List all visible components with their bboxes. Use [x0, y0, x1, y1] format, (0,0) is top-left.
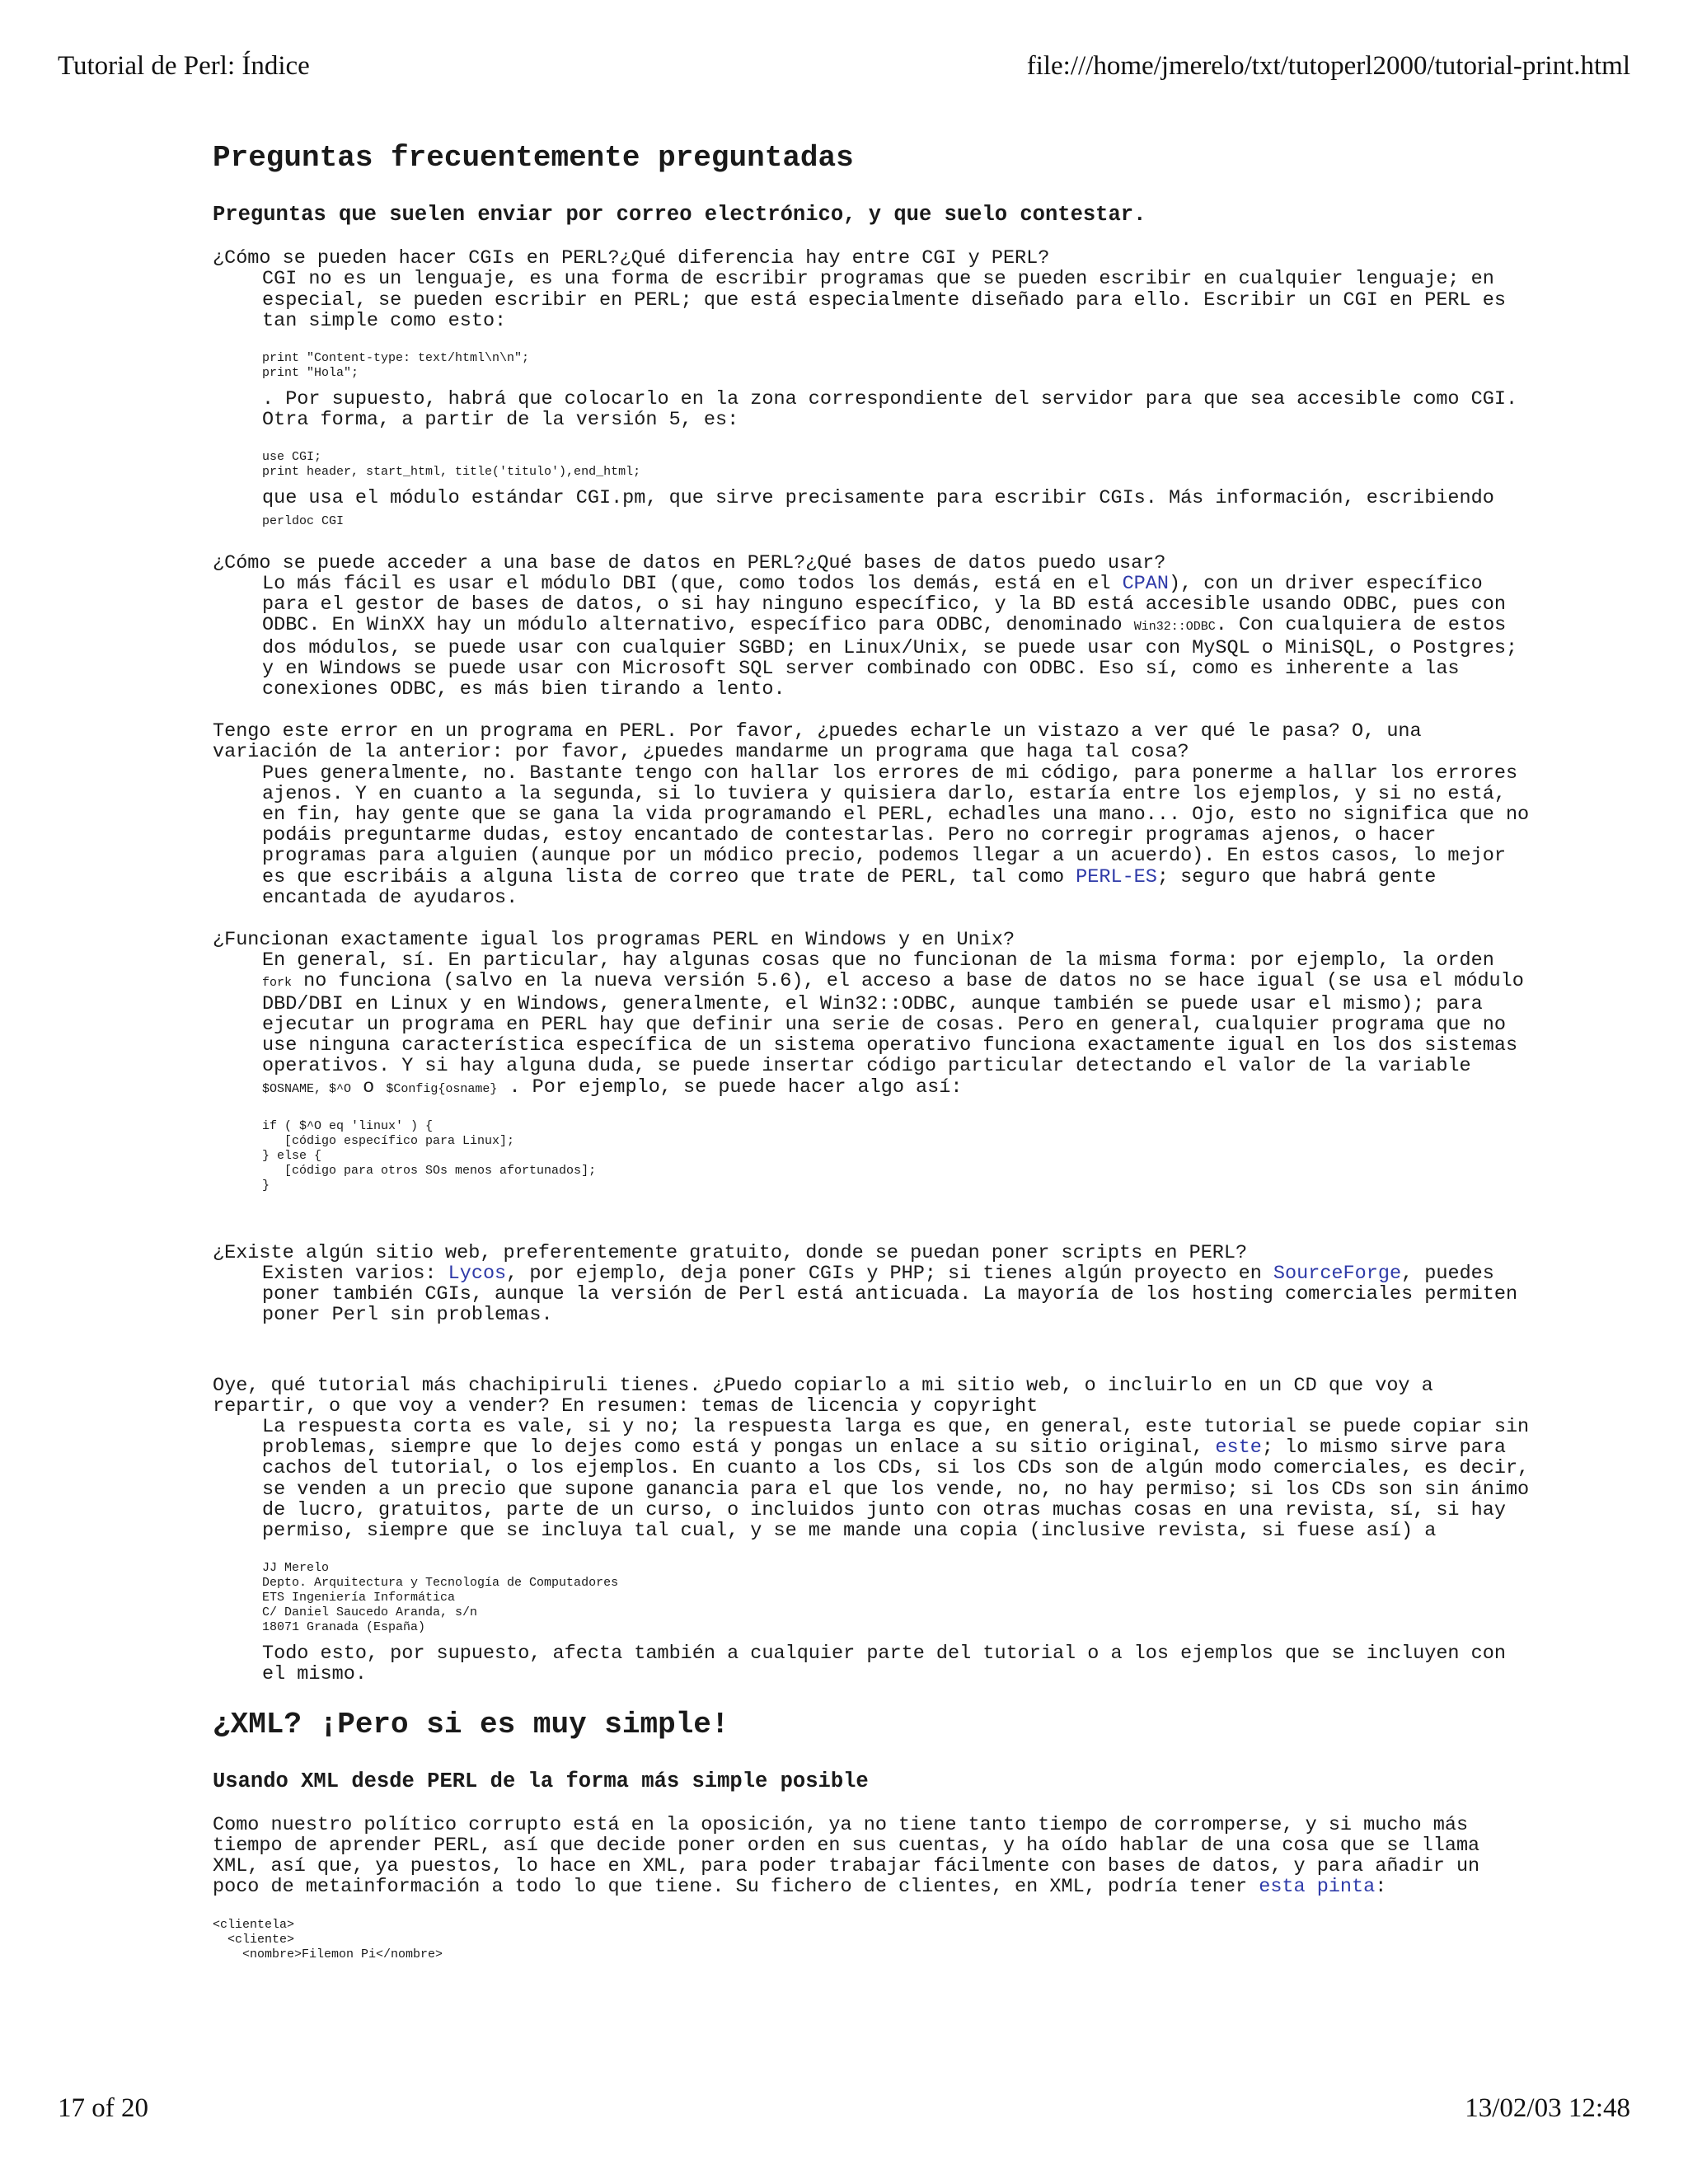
original-site-link[interactable]: este	[1215, 1436, 1262, 1460]
code-block: print "Content-type: text/html\n\n"; print "Hola";	[262, 351, 530, 381]
faq-title: Preguntas frecuentemente preguntadas	[213, 141, 854, 175]
inline-code: $OSNAME, $^O	[262, 1081, 352, 1096]
faq-answer	[262, 269, 1531, 531]
faq-question: ¿Cómo se pueden hacer CGIs en PERL?¿Qué diferencia hay entre CGI y PERL?	[213, 247, 1050, 270]
cpan-link[interactable]: CPAN	[1122, 573, 1169, 596]
code-block: use CGI; print header, start_html, title('titulo'),end_html;	[262, 450, 641, 480]
faq-item-database	[213, 553, 1531, 700]
faq-question: ¿Funcionan exactamente igual los programas PERL en Windows y en Unix?	[213, 929, 1015, 952]
faq-question: ¿Cómo se puede acceder a una base de datos en PERL?¿Qué bases de datos puedo usar?	[213, 551, 1166, 574]
faq-item-errors	[213, 721, 1531, 908]
faq-list	[213, 248, 1531, 1685]
print-datetime: 13/02/03 12:48	[1465, 2093, 1630, 2123]
faq-item-hosting	[213, 1243, 1531, 1326]
xml-intro: Como nuestro político corrupto está en la oposición, ya no tiene tanto tiempo de corromperse, y si mucho más tiempo de aprender PERL, así que decide poner orden en sus cuentas, y ha oído hablar de una cosa que se llama XML, así que, ya puestos, lo hace en XML, para poder trabajar fácilmente con bases de datos, y para añadir un poco de metainformación a todo lo que tiene. Su fichero de clientes, en XML, podría tener esta pinta:	[213, 1813, 1480, 1899]
answer-text: La respuesta corta es vale, si y no; la respuesta larga es que, en general, este tutorial se puede copiar sin problemas, siempre que lo dejes como está y pongas un enlace a su sitio original, este; lo mismo sirve para cachos del tutorial, o los ejemplos. En cuanto a los CDs, si los CDs son de algún modo comerciales, es decir, se venden a un precio que supone ganancia para el que los vende, no, no hay permiso; si los CDs son sin ánimo de lucro, gratuitos, parte de un curso, o incluidos junto con otras muchas cosas en una revista, sí, si hay permiso, siempre que se incluya tal cual, y se me mande una copia (inclusive revista, si fuese así) a	[262, 1415, 1530, 1542]
faq-answer	[262, 763, 1531, 908]
faq-item-cgi	[213, 248, 1531, 532]
xml-title: ¿XML? ¡Pero si es muy simple!	[213, 1707, 729, 1741]
faq-question: Oye, qué tutorial más chachipiruli tienes. ¿Puedo copiarlo a mi sitio web, o incluirlo en un CD que voy a repartir, o que voy a vender? En resumen: temas de licencia y copyright	[213, 1374, 1433, 1418]
faq-question: ¿Existe algún sitio web, preferentemente gratuito, donde se puedan poner scripts en PERL?	[213, 1241, 1248, 1264]
code-block: if ( $^O eq 'linux' ) { [código específico para Linux]; } else { [código para otros SOs menos afortunados]; }	[262, 1118, 597, 1193]
answer-text: Todo esto, por supuesto, afecta también a cualquier parte del tutorial o a los ejemplos que se incluyen con el mismo.	[262, 1643, 1506, 1686]
answer-text: Pues generalmente, no. Bastante tengo con hallar los errores de mi código, para ponerme a hallar los errores ajenos. Y en cuanto a la segunda, si lo tuviera y quisiera darlo, estaría entre los ejemplos, y si no está, en fin, hay gente que se gana la vida programando el PERL, echadles una mano... Ojo, esto no significa que no podáis preguntarme dudas, estoy encantado de contestarlas. Pero no corregir programas ajenos, o hacer programas para alguien (aunque por un módico precio, podemos llegar a un acuerdo). En estos casos, lo mejor es que escribáis a alguna lista de correo que trate de PERL, tal como PERL-ES; seguro que habrá gente encantada de ayudaros.	[262, 762, 1530, 909]
address-block: JJ Merelo Depto. Arquitectura y Tecnología de Computadores ETS Ingeniería Informática C/ Daniel Saucedo Aranda, s/n 18071 Granada (España)	[262, 1561, 619, 1635]
page-number: 17 of 20	[58, 2093, 148, 2123]
faq-answer	[262, 950, 1531, 1193]
lycos-link[interactable]: Lycos	[448, 1262, 507, 1285]
perl-es-link[interactable]: PERL-ES	[1076, 865, 1157, 888]
faq-answer	[262, 574, 1531, 700]
answer-text: En general, sí. En particular, hay algunas cosas que no funcionan de la misma forma: por ejemplo, la orden fork no funciona (salvo en la nueva versión 5.6), el acceso a base de datos no se hace igual (se usa el módulo DBD/DBI en Linux y en Windows, generalmente, el Win32::ODBC, aunque también se puede usar el mismo); para ejecutar un programa en PERL hay que definir una serie de cosas. Pero en general, cualquier programa que no use ninguna característica específica de un sistema operativo funciona exactamente igual en los dos sistemas operativos. Y si hay alguna duda, se puede insertar código particular detectando el valor de la variable $OSNAME, $^O o $Config{osname} . Por ejemplo, se puede hacer algo así:	[262, 949, 1524, 1099]
faq-answer	[262, 1263, 1531, 1326]
faq-subtitle: Preguntas que suelen enviar por correo electrónico, y que suelo contestar.	[213, 203, 1146, 227]
inline-code: $Config{osname}	[386, 1081, 498, 1096]
inline-code: Win32::ODBC	[1133, 620, 1216, 635]
page-content	[213, 140, 1531, 1971]
faq-answer	[262, 1417, 1531, 1685]
print-header-title: Tutorial de Perl: Índice	[58, 51, 310, 81]
faq-item-license	[213, 1376, 1531, 1685]
esta-pinta-link[interactable]: esta pinta	[1259, 1876, 1376, 1899]
faq-item-windows-unix	[213, 930, 1531, 1193]
inline-code: perldoc CGI	[262, 513, 345, 528]
xml-code-block: <clientela> <cliente> <nombre>Filemon Pi</nombre>	[213, 1917, 443, 1961]
inline-code: fork	[262, 976, 293, 991]
faq-question: Tengo este error en un programa en PERL. Por favor, ¿puedes echarle un vistazo a ver qué le pasa? O, una variación de la anterior: por favor, ¿puedes mandarme un programa que haga tal cosa?	[213, 720, 1422, 764]
answer-text: Lo más fácil es usar el módulo DBI (que, como todos los demás, está en el CPAN), con un driver específico para el gestor de bases de datos, o si hay ninguno específico, y la BD está accesible usando ODBC, pues con ODBC. En WinXX hay un módulo alternativo, específico para ODBC, denominado Win32::ODBC. Con cualquiera de estos dos módulos, se puede usar con cualquier SGBD; en Linux/Unix, se puede usar con MySQL o MiniSQL, o Postgres; y en Windows se puede usar con Microsoft SQL server combinado con ODBC. Eso sí, como es inherente a las conexiones ODBC, es más bien tirando a lento.	[262, 573, 1518, 701]
answer-text: . Por supuesto, habrá que colocarlo en la zona correspondiente del servidor para que sea accesible como CGI. Otra forma, a partir de la versión 5, es:	[262, 388, 1518, 432]
sourceforge-link[interactable]: SourceForge	[1273, 1262, 1402, 1285]
answer-text: que usa el módulo estándar CGI.pm, que sirve precisamente para escribir CGIs. Más información, escribiendo	[262, 487, 1494, 510]
answer-text: Existen varios: Lycos, por ejemplo, deja poner CGIs y PHP; si tienes algún proyecto en SourceForge, puedes poner también CGIs, aunque la versión de Perl está anticuada. La mayoría de los hosting comerciales permiten poner Perl sin problemas.	[262, 1262, 1518, 1327]
xml-subtitle: Usando XML desde PERL de la forma más simple posible	[213, 1769, 869, 1793]
print-header-url: file:///home/jmerelo/txt/tutoperl2000/tutorial-print.html	[1026, 51, 1630, 81]
answer-text: CGI no es un lenguaje, es una forma de escribir programas que se pueden escribir en cualquier lenguaje; en especial, se pueden escribir en PERL; que está especialmente diseñado para ello. Escribir un CGI en PERL es tan simple como esto:	[262, 268, 1506, 332]
